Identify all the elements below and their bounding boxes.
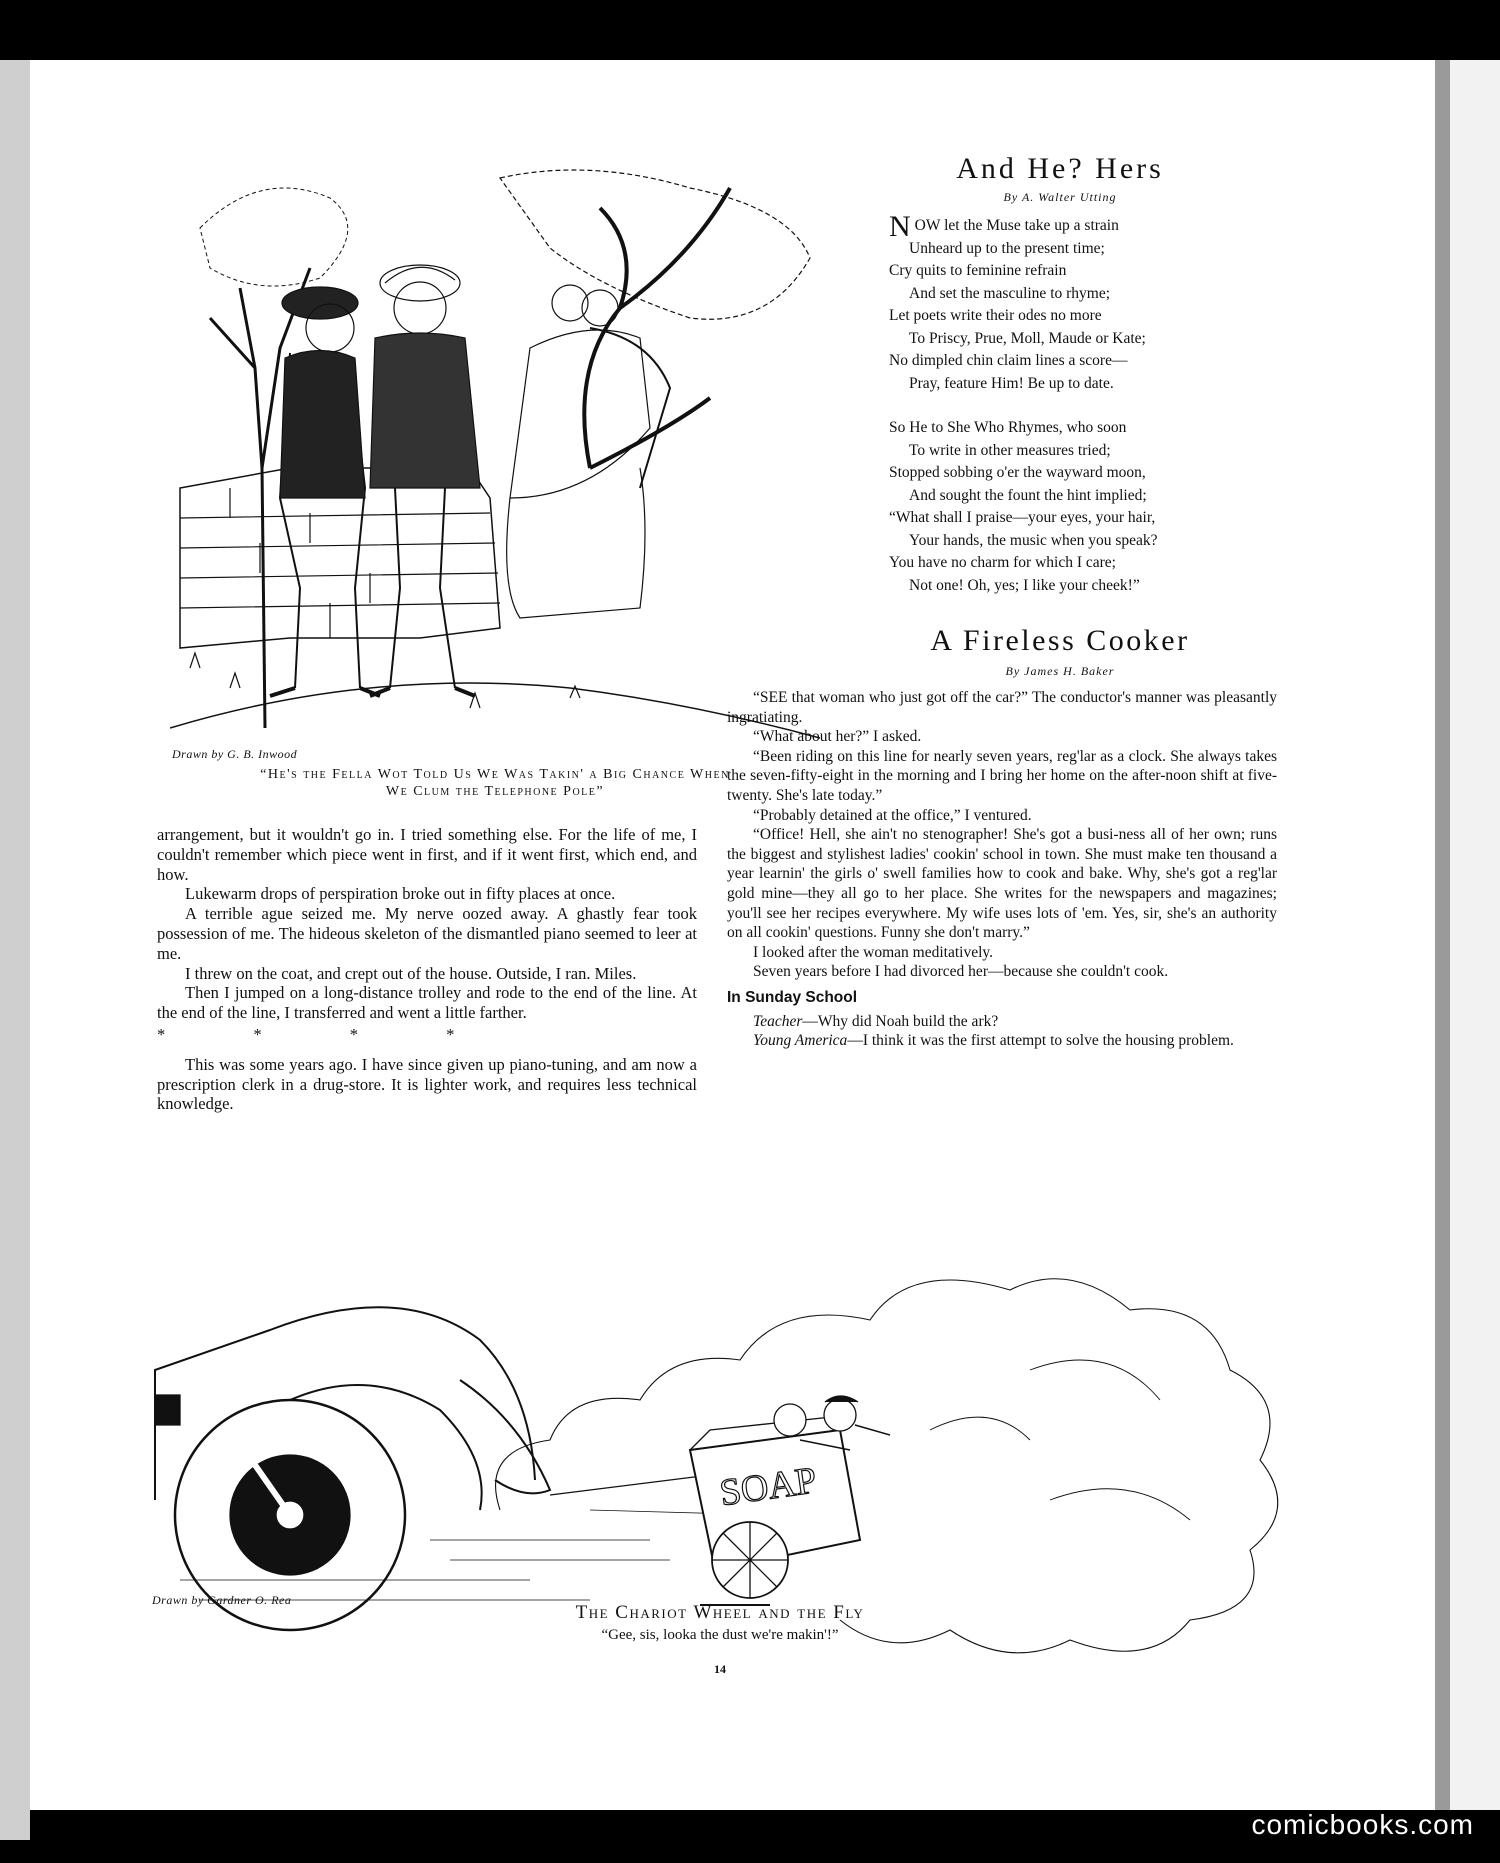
boys-drawing	[170, 168, 820, 748]
bottom-illustration-caption: “Gee, sis, looka the dust we're makin'!”	[601, 1627, 839, 1643]
cooker-paragraph: “Probably detained at the office,” I ventured.	[753, 806, 1032, 824]
poem-line: Let poets write their odes no more	[889, 307, 1102, 324]
section-break-stars: * * * *	[157, 1024, 497, 1044]
story-paragraph: This was some years ago. I have since given up piano-tuning, and am now a prescription clerk in a drug-store. It is lighter work, and requires less technical knowledge.	[157, 1054, 697, 1114]
teacher-label: Teacher	[753, 1012, 803, 1030]
boys-illustration	[170, 168, 820, 748]
poem-line: No dimpled chin claim lines a score—	[889, 352, 1128, 369]
top-illustration-credit: Drawn by G. B. Inwood	[172, 747, 298, 761]
poem-line: OW let the Muse take up a strain	[914, 217, 1119, 234]
poem-title: And He? Hers	[956, 152, 1164, 185]
cooker-paragraph: “Office! Hell, she ain't no stenographer! She's got a busi-ness all of her own; runs the biggest and stylishest ladies' cookin' school in town. She must make ten thousand a year learnin' the girls o' swell families how to cook and bake. Why, she's got a reg'lar gold mine—they all go to her place. She writes for the newspapers and magazines; you'll see her recipes everywhere. My wife uses lots of 'em. Yes, sir, she's an authority on all cookin' questions. Funny she don't marry.”	[727, 826, 1277, 942]
poem-line: So He to She Who Rhymes, who soon	[889, 419, 1127, 436]
cooker-paragraph: Seven years before I had divorced her—because she couldn't cook.	[753, 963, 1169, 981]
story-paragraph: arrangement, but it wouldn't go in. I tried something else. For the life of me, I couldn't remember which piece went in first, and if it went first, which end, and how.	[157, 825, 697, 884]
poem-line: Unheard up to the present time;	[909, 239, 1105, 257]
poem-body	[889, 210, 1269, 597]
young-america-text: —I think it was the first attempt to solve the housing problem.	[847, 1032, 1234, 1050]
story-left-column	[157, 825, 697, 1114]
poem-line: To write in other measures tried;	[909, 441, 1111, 459]
story-paragraph: Lukewarm drops of perspiration broke out in fifty places at once.	[185, 884, 616, 904]
poem-line: Stopped sobbing o'er the wayward moon,	[889, 464, 1146, 481]
cooker-paragraph: “What about her?” I asked.	[753, 728, 922, 746]
poem-line: Cry quits to feminine refrain	[889, 262, 1067, 279]
cooker-paragraph: “Been riding on this line for nearly seven years, reg'lar as a clock. She always takes the seven-fifty-eight in the morning and I bring her home on the after-noon shift at five-twenty. She's late today.”	[727, 747, 1277, 804]
next-page-edge	[1450, 60, 1500, 1810]
cooker-paragraph: “SEE that woman who just got off the car?” The conductor's manner was pleasantly ingratiating.	[727, 689, 1277, 726]
page-spine	[1435, 60, 1450, 1810]
bottom-illustration-credit: Drawn by Gardner O. Rea	[152, 1593, 292, 1607]
poem-line: Your hands, the music when you speak?	[909, 531, 1158, 549]
caption-line-2: We Clum the Telephone Pole”	[385, 784, 605, 799]
sunday-heading: In Sunday School	[727, 988, 858, 1006]
bottom-illustration-title: The Chariot Wheel and the Fly	[575, 1602, 865, 1623]
cooker-story	[727, 688, 1277, 1051]
teacher-text: —Why did Noah build the ark?	[802, 1012, 999, 1030]
poem-line: Not one! Oh, yes; I like your cheek!”	[909, 576, 1140, 594]
cooker-byline: By James H. Baker	[1005, 664, 1115, 678]
story-paragraph: Then I jumped on a long-distance trolley and rode to the end of the line. At the end of the line, I transferred and went a little farther.	[157, 983, 697, 1023]
site-watermark: comicbooks.com	[1251, 1809, 1474, 1840]
sunday-answer-line	[727, 1031, 1277, 1051]
cooker-paragraph: I looked after the woman meditatively.	[753, 943, 994, 961]
poem-dropcap: N	[889, 210, 911, 243]
poem-line: Pray, feature Him! Be up to date.	[909, 374, 1114, 392]
story-paragraph: A terrible ague seized me. My nerve oozed away. A ghastly fear took possession of me. The hideous skeleton of the dismantled piano seemed to leer at me.	[157, 904, 697, 963]
poem-line: “What shall I praise—your eyes, your hair,	[889, 509, 1156, 526]
scan-left-margin	[0, 60, 30, 1840]
young-america-label: Young America	[753, 1032, 848, 1050]
poem-byline: By A. Walter Utting	[1003, 190, 1117, 204]
poem-line: To Priscy, Prue, Moll, Maude or Kate;	[909, 329, 1146, 347]
poem-line: You have no charm for which I care;	[889, 554, 1116, 571]
story-paragraph: I threw on the coat, and crept out of the house. Outside, I ran. Miles.	[185, 963, 637, 983]
sunday-teacher-line	[727, 1012, 1277, 1032]
top-illustration-caption	[170, 766, 820, 800]
poem-line: And sought the fount the hint implied;	[909, 486, 1147, 504]
caption-line-1: “He's the Fella Wot Told Us We Was Takin' a Big Chance When	[260, 767, 730, 782]
cart-soap-label: SOAP	[717, 1459, 820, 1515]
page-number: 14	[714, 1662, 726, 1676]
poem-line: And set the masculine to rhyme;	[909, 284, 1111, 302]
cooker-title: A Fireless Cooker	[930, 624, 1190, 657]
